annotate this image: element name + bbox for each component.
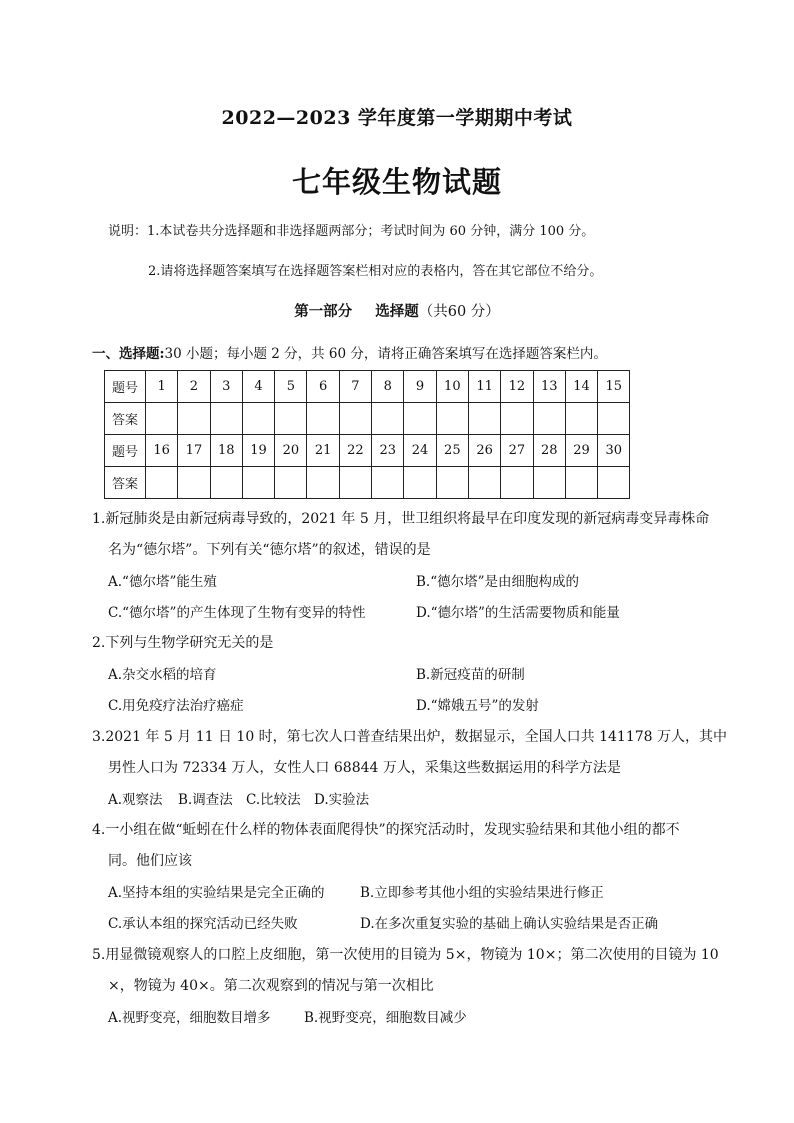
grid-answer-cell[interactable] bbox=[501, 467, 533, 499]
question-1-option-d: D.“德尔塔”的生活需要物质和能量 bbox=[416, 605, 620, 621]
section-one-label: 一、选择题: bbox=[92, 346, 165, 362]
question-2-line-1: 2.下列与生物学研究无关的是 bbox=[92, 635, 274, 651]
grid-answer-cell[interactable] bbox=[178, 403, 210, 435]
grid-answer-cell[interactable] bbox=[598, 403, 630, 435]
section-one-instruction: 30 小题；每小题 2 分，共 60 分，请将正确答案填写在选择题答案栏内。 bbox=[164, 346, 607, 362]
grid-answer-cell[interactable] bbox=[339, 467, 371, 499]
question-4-option-a: A.坚持本组的实验结果是完全正确的 bbox=[108, 885, 325, 901]
grid-answer-cell[interactable] bbox=[339, 403, 371, 435]
grid-answer-row-1 bbox=[105, 403, 630, 435]
grid-number-cell: 25 bbox=[436, 435, 468, 467]
question-2-option-c: C.用免疫疗法治疗癌症 bbox=[108, 698, 244, 714]
grid-answer-cell[interactable] bbox=[307, 467, 339, 499]
grid-number-cell: 20 bbox=[275, 435, 307, 467]
grid-answer-cell[interactable] bbox=[275, 467, 307, 499]
note-line-2: 2.请将选择题答案填写在选择题答案栏相对应的表格内，答在其它部位不给分。 bbox=[148, 264, 603, 279]
question-5-line-2: ×，物镜为 40×。第二次观察到的情况与第一次相比 bbox=[108, 978, 434, 994]
question-2-option-a: A.杂交水稻的培育 bbox=[108, 667, 217, 683]
grid-answer-cell[interactable] bbox=[242, 403, 274, 435]
grid-number-row-2 bbox=[105, 435, 630, 467]
note-line-1: 说明：1.本试卷共分选择题和非选择题两部分；考试时间为 60 分钟，满分 100 分。 bbox=[108, 224, 595, 239]
grid-answer-cell[interactable] bbox=[146, 467, 178, 499]
answer-grid bbox=[104, 370, 630, 499]
grid-number-cell: 2 bbox=[178, 371, 210, 403]
question-3-option-d: D.实验法 bbox=[314, 792, 370, 808]
grid-number-cell: 19 bbox=[242, 435, 274, 467]
question-5-option-b: B.视野变亮，细胞数目减少 bbox=[304, 1010, 467, 1026]
grid-answer-cell[interactable] bbox=[436, 467, 468, 499]
grid-number-cell: 30 bbox=[598, 435, 630, 467]
grid-answer-cell[interactable] bbox=[210, 467, 242, 499]
grid-number-cell: 1 bbox=[146, 371, 178, 403]
part-one-score: （共60 分） bbox=[418, 304, 500, 320]
grid-number-label: 题号 bbox=[105, 371, 146, 403]
question-4-option-c: C.承认本组的探究活动已经失败 bbox=[108, 916, 298, 932]
question-3-line-1: 3.2021 年 5 月 11 日 10 时，第七次人口普查结果出炉，数据显示，全国人口共 141178 万人，其中 bbox=[92, 729, 728, 745]
part-one-subtitle: 选择题 bbox=[375, 303, 419, 320]
grid-number-cell: 23 bbox=[372, 435, 404, 467]
grid-answer-cell[interactable] bbox=[372, 467, 404, 499]
question-2-option-b: B.新冠疫苗的研制 bbox=[416, 667, 525, 683]
question-3-line-2: 男性人口为 72334 万人，女性人口 68844 万人，采集这些数据运用的科学方法是 bbox=[108, 760, 621, 776]
grid-answer-cell[interactable] bbox=[307, 403, 339, 435]
grid-number-cell: 3 bbox=[210, 371, 242, 403]
grid-number-cell: 28 bbox=[533, 435, 565, 467]
grid-number-cell: 24 bbox=[404, 435, 436, 467]
question-1-option-a: A.“德尔塔”能生殖 bbox=[108, 574, 217, 590]
grid-answer-row-2 bbox=[105, 467, 630, 499]
grid-number-cell: 4 bbox=[242, 371, 274, 403]
question-5-option-a: A.视野变亮，细胞数目增多 bbox=[108, 1010, 271, 1026]
grid-answer-cell[interactable] bbox=[178, 467, 210, 499]
grid-number-row-1 bbox=[105, 371, 630, 403]
grid-answer-cell[interactable] bbox=[598, 467, 630, 499]
grid-number-cell: 21 bbox=[307, 435, 339, 467]
question-3-option-b: B.调查法 bbox=[178, 792, 233, 808]
grid-answer-cell[interactable] bbox=[565, 403, 597, 435]
grid-answer-cell[interactable] bbox=[468, 403, 500, 435]
grid-number-cell: 22 bbox=[339, 435, 371, 467]
question-4-line-1: 4.一小组在做“蚯蚓在什么样的物体表面爬得快”的探究活动时，发现实验结果和其他小组的都不 bbox=[92, 822, 680, 838]
part-one-heading bbox=[0, 300, 794, 321]
grid-number-cell: 8 bbox=[372, 371, 404, 403]
grid-number-cell: 17 bbox=[178, 435, 210, 467]
grid-answer-cell[interactable] bbox=[404, 403, 436, 435]
part-one-title: 第一部分 bbox=[294, 303, 353, 320]
question-2-option-d: D.“嫦娥五号”的发射 bbox=[416, 698, 539, 714]
grid-number-cell: 18 bbox=[210, 435, 242, 467]
exam-title: 2022—2023 学年度第一学期期中考试 bbox=[221, 107, 573, 129]
grid-answer-cell[interactable] bbox=[372, 403, 404, 435]
grid-answer-cell[interactable] bbox=[404, 467, 436, 499]
grid-number-cell: 12 bbox=[501, 371, 533, 403]
grid-answer-cell[interactable] bbox=[436, 403, 468, 435]
grid-number-cell: 13 bbox=[533, 371, 565, 403]
question-1-option-c: C.“德尔塔”的产生体现了生物有变异的特性 bbox=[108, 605, 366, 621]
grid-number-cell: 29 bbox=[565, 435, 597, 467]
grid-answer-cell[interactable] bbox=[468, 467, 500, 499]
grid-number-cell: 6 bbox=[307, 371, 339, 403]
grid-number-cell: 26 bbox=[468, 435, 500, 467]
grid-answer-cell[interactable] bbox=[565, 467, 597, 499]
section-one-heading bbox=[92, 342, 607, 362]
grid-number-cell: 14 bbox=[565, 371, 597, 403]
question-4-option-d: D.在多次重复实验的基础上确认实验结果是否正确 bbox=[360, 916, 659, 932]
grid-number-cell: 9 bbox=[404, 371, 436, 403]
question-4-option-b: B.立即参考其他小组的实验结果进行修正 bbox=[360, 885, 604, 901]
grid-number-label: 题号 bbox=[105, 435, 146, 467]
grid-number-cell: 11 bbox=[468, 371, 500, 403]
question-4-line-2: 同。他们应该 bbox=[108, 853, 192, 869]
grid-answer-cell[interactable] bbox=[533, 467, 565, 499]
grid-answer-cell[interactable] bbox=[501, 403, 533, 435]
question-5-line-1: 5.用显微镜观察人的口腔上皮细胞，第一次使用的目镜为 5×，物镜为 10×；第二次使用的目镜为 10 bbox=[92, 947, 719, 963]
question-3-option-a: A.观察法 bbox=[108, 792, 163, 808]
grid-number-cell: 7 bbox=[339, 371, 371, 403]
grid-answer-label: 答案 bbox=[105, 403, 146, 435]
grid-number-cell: 16 bbox=[146, 435, 178, 467]
grid-number-cell: 10 bbox=[436, 371, 468, 403]
question-3-option-c: C.比较法 bbox=[246, 792, 301, 808]
grid-answer-cell[interactable] bbox=[242, 467, 274, 499]
grid-number-cell: 15 bbox=[598, 371, 630, 403]
grid-number-cell: 27 bbox=[501, 435, 533, 467]
question-1-option-b: B.“德尔塔”是由细胞构成的 bbox=[416, 574, 580, 590]
subject-title: 七年级生物试题 bbox=[291, 165, 502, 199]
grid-number-cell: 5 bbox=[275, 371, 307, 403]
grid-answer-cell[interactable] bbox=[146, 403, 178, 435]
grid-answer-label: 答案 bbox=[105, 467, 146, 499]
grid-answer-cell[interactable] bbox=[210, 403, 242, 435]
grid-answer-cell[interactable] bbox=[533, 403, 565, 435]
question-1-line-1: 1.新冠肺炎是由新冠病毒导致的，2021 年 5 月，世卫组织将最早在印度发现的新冠病毒变异毒株命 bbox=[92, 511, 710, 527]
question-1-line-2: 名为“德尔塔”。下列有关“德尔塔”的叙述，错误的是 bbox=[108, 542, 431, 558]
grid-answer-cell[interactable] bbox=[275, 403, 307, 435]
